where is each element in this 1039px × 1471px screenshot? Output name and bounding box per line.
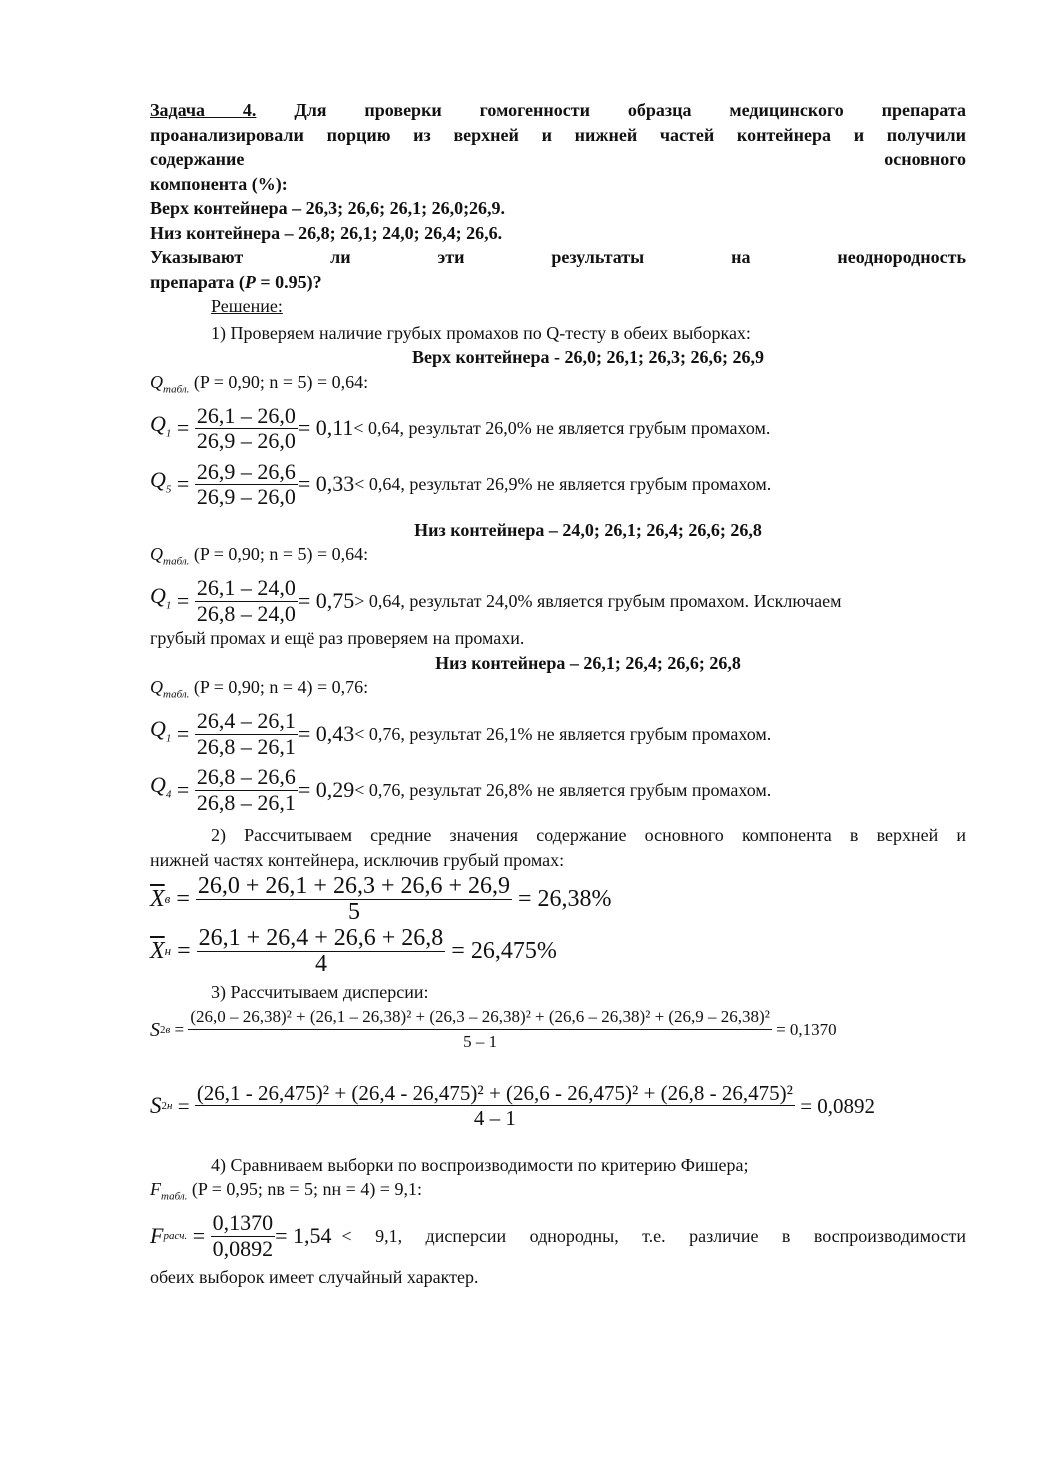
task-bottom-values: Низ контейнера – 26,8; 26,1; 24,0; 26,4; 26,6. (150, 222, 503, 243)
task-line-1: Задача 4. Для проверки гомогенности образца медицинского препарата (150, 100, 967, 120)
document-page (150, 98, 966, 1290)
solution-title: Решение: (211, 296, 283, 316)
task-top-values: Верх контейнера – 26,3; 26,6; 26,1; 26,0;26,9. (150, 198, 506, 218)
ftab: $F_{табл.}$ (P = 0,95; nв = 5; nн = 4) = 9,1: (150, 1179, 422, 1203)
variance-top-formula: S 2 в = (26,0 – 26,38)² + (26,1 – 26,38)² + (26,3 – 26,38)² + (26,6 – 26,38)² + (26,9 – 26,38)² 5 – 1 = 0,1370 (150, 1006, 837, 1052)
task-heading: Задача 4. (150, 100, 257, 120)
q1-bottom2-formula: $Q_1$ = $\frac{26,4 - 26,1}{26,8 - 26,1}$ = 0,43 < 0,76, результат 26,1% не является грубым промахом. (150, 708, 772, 759)
q1-bottom-continuation: грубый промах и ещё раз проверяем на промахи. (150, 628, 525, 649)
task-question-end: препарата (P = 0.95)? (150, 271, 322, 292)
q4-bottom2-formula: $Q_4$ = $\frac{26,8 - 26,6}{26,8 - 26,1}$ = 0,29 < 0,76, результат 26,8% не является грубым промахом. (150, 764, 772, 815)
qtab-1: $Q_{табл.}$ (P = 0,90; n = 5) = 0,64: (150, 371, 369, 396)
qtab-3: $Q_{табл.}$ (P = 0,90; n = 4) = 0,76: (150, 677, 369, 701)
variance-bottom-formula: S 2 н = (26,1 - 26,475)² + (26,4 - 26,475)² + (26,6 - 26,475)² + (26,8 - 26,475)² 4 – 1 = 0,0892 (150, 1080, 876, 1131)
task-line-4: компонента (%): (150, 173, 288, 194)
top-sorted: Верх контейнера - 26,0; 26,1; 26,3; 26,6; 26,9 (411, 347, 765, 367)
step-2-line-2: нижней частях контейнера, исключив грубый промах: (150, 849, 565, 870)
step-2-line-1: 2) Рассчитываем средние значения содержание основного компонента в верхней и (211, 825, 966, 846)
step-3: 3) Рассчитываем дисперсии: (211, 982, 429, 1003)
task-line-2: проанализировали порцию из верхней и нижней частей контейнера и получили (150, 124, 966, 145)
fisher-conclusion: обеих выборок имеет случайный характер. (150, 1267, 479, 1288)
qtab-2: $Q_{табл.}$ (P = 0,90; n = 5) = 0,64: (150, 544, 369, 568)
bottom-sorted: Низ контейнера – 24,0; 26,1; 26,4; 26,6; 26,8 (414, 519, 762, 540)
fisher-formula: F расч. = $\frac{0,1370}{0,0892}$ = 1,54 < 9,1, дисперсии однородны, т.е. различие в воспроизводимости (150, 1210, 966, 1261)
step-1: 1) Проверяем наличие грубых промахов по Q-тесту в обеих выборках: (211, 322, 751, 343)
bottom-sorted-2: Низ контейнера – 26,1; 26,4; 26,6; 26,8 (435, 652, 741, 673)
task-question-line: Указывают ли эти результаты на неоднородность (150, 247, 966, 267)
task-line-3: содержание основного (150, 149, 966, 169)
mean-top-formula: $\overline{X}$ в = $\frac{26,0 + 26,1 + 26,3 + 26,6 + 26,9}{5}$ = 26,38% (150, 873, 612, 925)
q5-top-formula: $Q_5$ = $\frac{26,9 - 26,6}{26,9 - 26,0}$ = 0,33 < 0,64, результат 26,9% не является грубым промахом. (150, 458, 772, 510)
q1-top-formula: $Q_1$ = $\frac{26,1 - 26,0}{26,9 - 26,0}$ = 0,11 < 0,64, результат 26,0% не является грубым промахом. (150, 402, 771, 454)
step-4: 4) Сравниваем выборки по воспроизводимости по критерию Фишера; (211, 1154, 749, 1175)
mean-bottom-formula: $\overline{X}$ н = $\frac{26,1 + 26,4 + 26,6 + 26,8}{4}$ = 26,475% (150, 925, 557, 977)
q1-bottom-formula: $Q_1$ = $\frac{26,1 - 24,0}{26,8 - 24,0}$ = 0,75 > 0,64, результат 24,0% является грубым промахом. Исключаем (150, 575, 842, 626)
